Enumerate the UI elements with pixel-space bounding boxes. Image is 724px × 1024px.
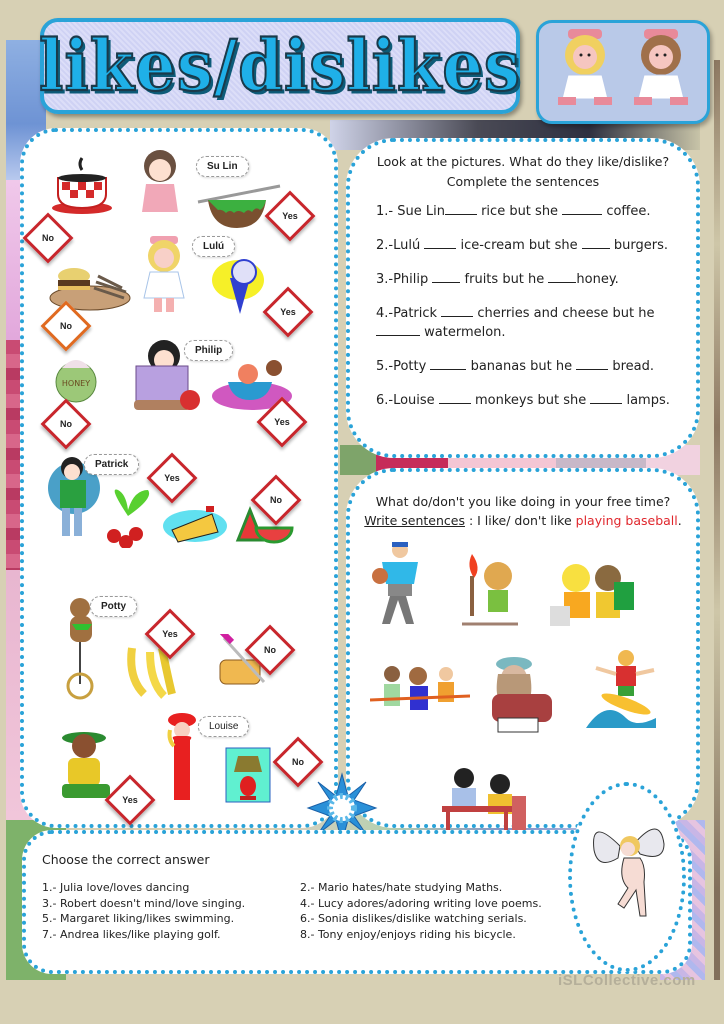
fill-blank[interactable] [376, 324, 420, 336]
answer-badge: No [273, 737, 324, 788]
answer-badge: Yes [257, 397, 308, 448]
dolls-image [536, 20, 710, 124]
choice-item[interactable]: 1.- Julia love/loves dancing [42, 881, 190, 894]
fill-blank[interactable] [590, 392, 622, 404]
lamp-icon [224, 746, 272, 804]
answer-badge: No [41, 399, 92, 450]
rag-doll-icon [550, 27, 620, 117]
girl-su-lin-icon [132, 146, 188, 218]
choice-list-left [42, 880, 245, 942]
exercise-2-panel [346, 468, 700, 828]
doll-lulu-icon [136, 236, 192, 316]
baseball-player-icon [370, 540, 430, 630]
exercise-2-example: Write sentences : I like/ don't like playing baseball. [364, 513, 682, 528]
monkey-icon [54, 726, 118, 802]
exercise-2-question: What do/don't you like doing in your free time? [375, 494, 671, 509]
kids-reading-icon [546, 558, 646, 632]
answer-badge: No [41, 301, 92, 352]
sentence-list [350, 202, 696, 410]
sentence-item: 6.-Louise monkeys but she lamps. [376, 393, 670, 408]
exercise-2-instruction [350, 492, 696, 530]
answer-badge: No [245, 625, 296, 676]
name-label-patrick: Patrick [84, 454, 139, 475]
cheese-icon [162, 502, 228, 544]
fill-blank[interactable] [439, 392, 471, 404]
fairy-icon [590, 816, 668, 926]
choice-item[interactable]: 5.- Margaret liking/likes swimming. [42, 912, 235, 925]
svg-text:HONEY: HONEY [61, 379, 91, 388]
page-title: likes/dislikes [39, 24, 521, 108]
coffee-cup-icon [48, 156, 116, 216]
fill-blank[interactable] [576, 358, 608, 370]
fill-blank[interactable] [441, 305, 473, 317]
exercise-1-instruction: Look at the pictures. What do they like/dislike? [376, 154, 670, 169]
name-label-louise: Louise [198, 716, 249, 737]
choice-list-right [300, 880, 542, 942]
name-label-lulu: Lulú [192, 236, 235, 257]
fill-blank[interactable] [424, 237, 456, 249]
fill-blank[interactable] [432, 271, 460, 283]
answer-badge: No [251, 475, 302, 526]
fill-blank[interactable] [430, 358, 466, 370]
answer-badge: Yes [105, 775, 156, 826]
fairy-frame [568, 782, 686, 972]
runners-race-icon [370, 662, 470, 728]
answer-badge: Yes [145, 609, 196, 660]
fill-blank[interactable] [582, 237, 610, 249]
sentence-item: 2.-Lulú ice-cream but she burgers. [376, 238, 669, 253]
rag-doll-icon [626, 27, 696, 117]
chess-players-icon [442, 766, 526, 832]
name-label-philip: Philip [184, 340, 233, 361]
pictures-panel [20, 128, 338, 828]
exercise-1-subinstruction: Complete the sentences [446, 174, 600, 189]
answer-badge: Yes [265, 191, 316, 242]
watermark: iSLCollective.com [558, 972, 696, 989]
choice-item[interactable]: 3.- Robert doesn't mind/love singing. [42, 896, 246, 910]
choice-item[interactable]: 2.- Mario hates/hate studying Maths. [300, 881, 503, 894]
answer-badge: No [23, 213, 74, 264]
fill-blank[interactable] [562, 203, 602, 215]
honey-pot-icon [54, 338, 100, 408]
title-banner [40, 18, 520, 114]
cherries-icon [100, 486, 156, 548]
choice-item[interactable]: 4.- Lucy adores/adoring writing love poems. [300, 896, 542, 910]
sentence-item: 4.-Patrick cherries and cheese but he watermelon. [376, 306, 655, 340]
exercise-3-title: Choose the correct answer [42, 852, 210, 867]
sentence-item: 5.-Potty bananas but he bread. [376, 359, 655, 374]
page-edge [714, 60, 720, 980]
choice-item[interactable]: 7.- Andrea likes/like playing golf. [42, 927, 221, 941]
rice-bowl-icon [194, 182, 284, 232]
sentence-item: 3.-Philip fruits but he honey. [376, 272, 619, 287]
student-studying-icon [478, 654, 564, 738]
choice-item[interactable]: 8.- Tony enjoy/enjoys riding his bicycle. [300, 927, 516, 941]
surfer-icon [582, 648, 658, 730]
fill-blank[interactable] [548, 271, 576, 283]
fill-blank[interactable] [445, 203, 477, 215]
name-label-su-lin: Su Lin [196, 156, 249, 177]
answer-badge: Yes [147, 453, 198, 504]
choice-item[interactable]: 6.- Sonia dislikes/dislike watching serials. [300, 912, 527, 925]
painter-icon [458, 550, 522, 630]
sentence-item: 1.- Sue Lin rice but she coffee. [376, 204, 651, 219]
name-label-potty: Potty [90, 596, 137, 617]
ice-cream-icon [210, 254, 270, 316]
answer-badge: Yes [263, 287, 314, 338]
exercise-1-panel [346, 138, 700, 458]
